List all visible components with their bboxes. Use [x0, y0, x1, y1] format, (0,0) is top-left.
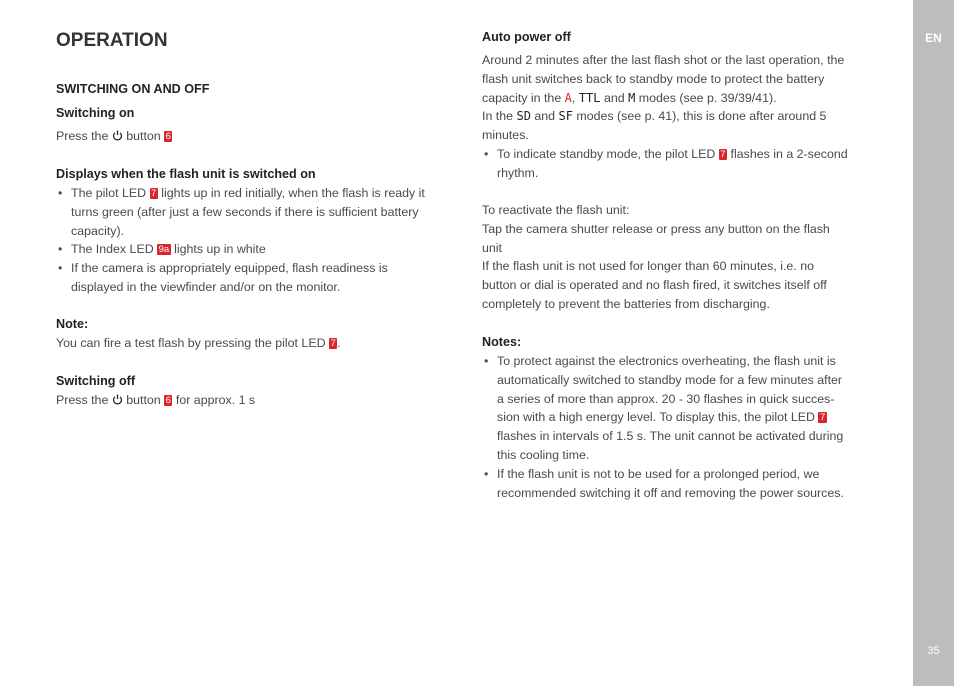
mode-m-label: M	[628, 90, 636, 105]
switching-off-heading: Switching off	[56, 374, 136, 388]
note-text: You can fire a test flash by pressing the pilot LED 7 .	[56, 336, 341, 350]
mode-sf-label: SF	[558, 109, 573, 124]
ref-badge: 9a	[158, 244, 170, 256]
standby-list	[482, 145, 882, 183]
notes-list	[482, 352, 882, 502]
ref-badge: 6	[165, 395, 171, 406]
displays-list	[56, 184, 456, 297]
auto-power-off-heading: Auto power off	[482, 30, 571, 44]
ref-badge: 7	[151, 188, 157, 199]
list-item: • If the flash unit is not to be used for a prolonged period, we recommended switching it off and removing the power sources.	[482, 465, 882, 503]
page-sidebar	[913, 0, 954, 686]
ref-badge: 6	[165, 131, 171, 142]
auto-power-off-text: Around 2 minutes after the last flash shot or the last operation, the flash unit switches back to standby mode to protect the battery capacity in the A, TTL and M modes (see p. 39/39/41). In the SD and SF modes (see p. 41), this is done after around 5 minutes.	[482, 53, 845, 143]
ref-badge: 7	[720, 149, 726, 160]
power-icon	[112, 394, 123, 405]
notes-heading: Notes:	[482, 335, 522, 349]
list-item: • The Index LED 9a lights up in white	[56, 240, 456, 259]
list-item: • To protect against the electronics overheating, the flash unit is automatically switched to standby mode for a few minutes after a series of more than approx. 20 - 30 flashes in quick succes- sion with a high energy level. To display this, the pilot LED 7 flashes in intervals of 1.5 s. The unit cannot be activated during this cooling time.	[482, 352, 882, 465]
switching-on-heading: Switching on	[56, 106, 135, 120]
ref-badge: 7	[819, 412, 826, 424]
list-item: • If the camera is appropriately equipped, flash readiness is displayed in the viewfinder and/or on the monitor.	[56, 259, 456, 297]
power-icon	[112, 130, 123, 141]
switching-off-text: Press the button 6 for approx. 1 s	[56, 393, 256, 407]
note-heading: Note:	[56, 317, 89, 331]
ref-badge: 7	[330, 338, 336, 349]
list-item: • To indicate standby mode, the pilot LED 7 flashes in a 2-second rhythm.	[482, 145, 882, 183]
section-heading: SWITCHING ON AND OFF	[56, 82, 210, 96]
switching-on-text: Press the button 6	[56, 129, 171, 143]
language-tab: EN	[925, 31, 942, 45]
mode-ttl-label: TTL	[578, 90, 601, 105]
displays-heading: Displays when the flash unit is switched on	[56, 167, 316, 181]
mode-sd-label: SD	[516, 109, 531, 124]
page-title: OPERATION	[56, 30, 168, 51]
mode-a-label: A	[564, 90, 572, 105]
list-item: • The pilot LED 7 lights up in red initially, when the flash is ready it turns green (after just a few seconds if there is sufficient battery capacity).	[56, 184, 456, 240]
page-number: 35	[927, 645, 940, 657]
reactivate-text: To reactivate the flash unit: Tap the camera shutter release or press any button on the flash unit If the flash unit is not used for longer than 60 minutes, i.e. no button or dial is operated and no flash fired, it switches itself off completely to prevent the batteries from discharging.	[482, 203, 830, 311]
